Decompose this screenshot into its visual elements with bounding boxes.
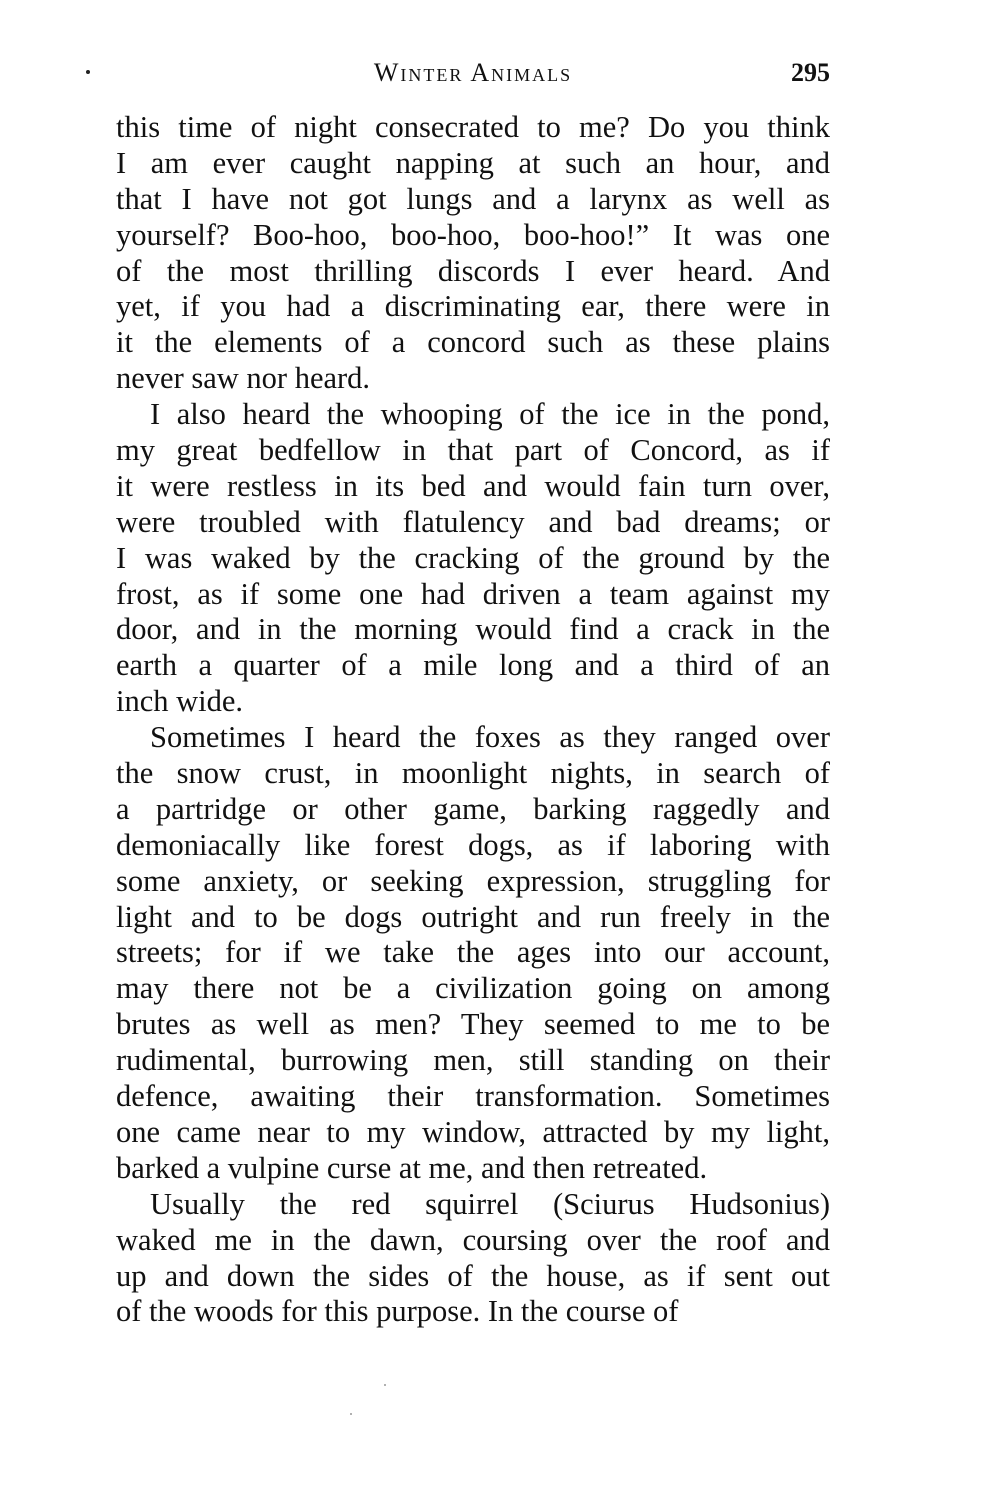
paragraph [116,397,830,720]
text-line: I also heard the whooping of the ice in the pond, [150,397,830,432]
text-line: up and down the sides of the house, as if sent out [116,1258,830,1293]
paragraph [116,1187,830,1331]
text-line: one came near to my window, attracted by my light, [116,1114,830,1149]
text-line: Sometimes I heard the foxes as they ranged over [150,720,830,755]
text-line: light and to be dogs outright and run freely in the [116,899,830,934]
text-line: streets; for if we take the ages into our account, [116,935,830,970]
text-line: inch wide. [116,684,244,719]
text-line: I was waked by the cracking of the ground by the [116,540,830,575]
text-line: some anxiety, or seeking expression, struggling for [116,863,830,898]
text-line: my great bedfellow in that part of Concord, as if [116,433,830,468]
text-line: earth a quarter of a mile long and a third of an [116,648,830,683]
text-line: of the woods for this purpose. In the course of [116,1294,679,1329]
running-title: Winter Animals [373,58,573,87]
text-line: this time of night consecrated to me? Do you think [116,110,830,144]
text-line: frost, as if some one had driven a team against my [116,576,830,611]
text-line: may there not be a civilization going on among [116,971,830,1006]
text-line: of the most thrilling discords I ever heard. And [116,253,830,288]
text-line: barked a vulpine curse at me, and then retreated. [116,1150,708,1185]
text-line: brutes as well as men? They seemed to me to be [116,1007,830,1042]
text-line: a partridge or other game, barking raggedly and [116,791,830,826]
paragraph [116,720,830,1187]
text-line: waked me in the dawn, coursing over the roof and [116,1222,830,1257]
scan-speck [384,1384,386,1386]
scan-speck [350,1413,352,1415]
text-line: it were restless in its bed and would fain turn over, [116,468,830,503]
text-line: rudimental, burrowing men, still standing on their [116,1043,830,1078]
text-line: that I have not got lungs and a larynx as well as [116,181,830,216]
text-line: never saw nor heard. [116,361,371,396]
text-line: defence, awaiting their transformation. Sometimes [116,1079,830,1114]
text-line: Usually the red squirrel (Sciurus Hudsonius) [150,1186,830,1221]
text-line: it the elements of a concord such as these plains [116,325,830,360]
text-line: door, and in the morning would find a crack in the [116,612,830,647]
text-line: were troubled with flatulency and bad dreams; or [116,504,830,539]
paragraph [116,110,830,397]
running-head [116,58,830,100]
text-line: yet, if you had a discriminating ear, there were in [116,289,830,324]
text-line: yourself? Boo-hoo, boo-hoo, boo-hoo!” It was one [116,217,830,252]
page-number: 295 [791,58,830,87]
text-line: the snow crust, in moonlight nights, in search of [116,756,830,791]
text-line: demoniacally like forest dogs, as if laboring with [116,827,830,862]
stray-ink-mark [86,70,90,74]
text-line: I am ever caught napping at such an hour, and [116,145,830,180]
body-text [116,110,830,1330]
